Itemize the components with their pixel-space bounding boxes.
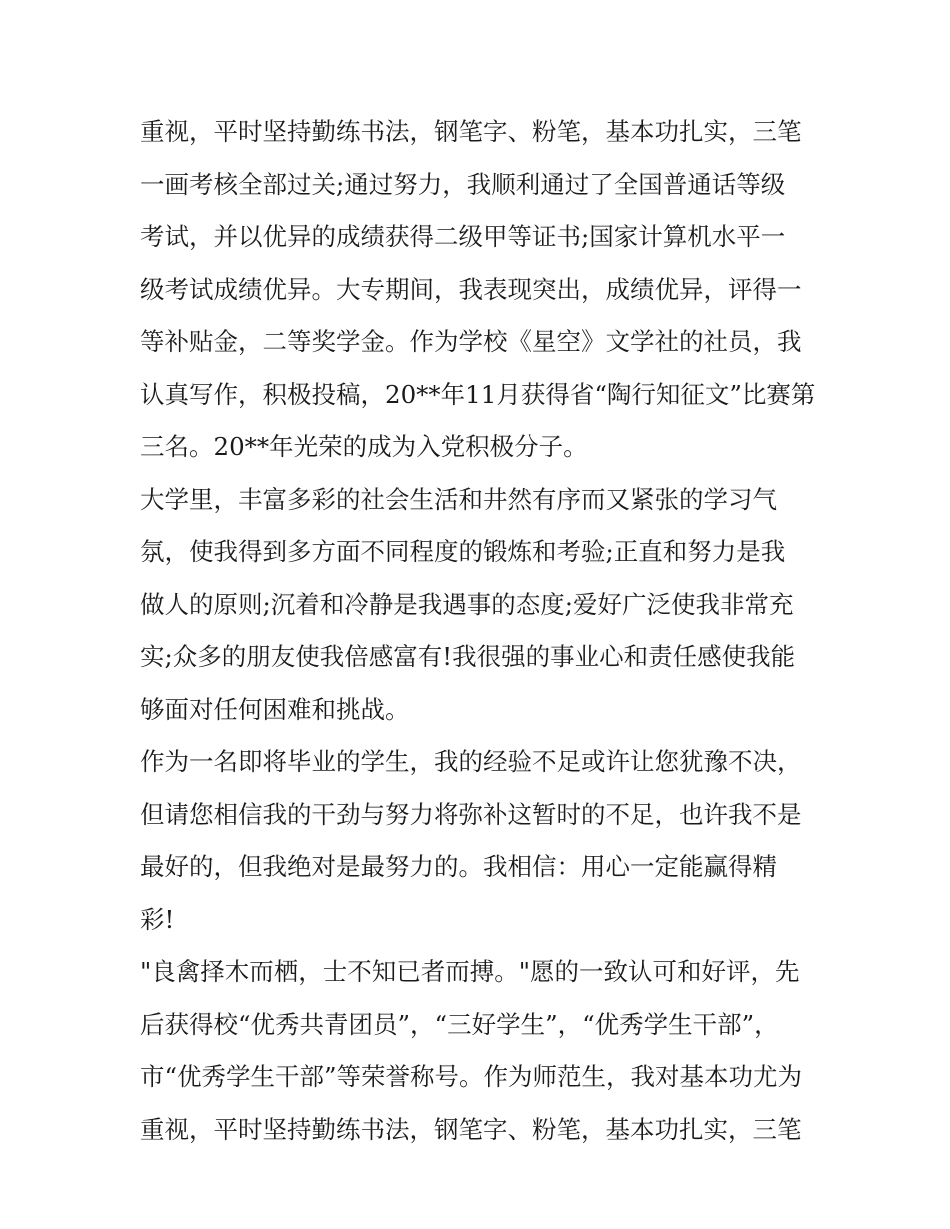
text-line: 但请您相信我的干劲与努力将弥补这暂时的不足，也许我不是 [140,799,802,829]
text-line: 做人的原则;沉着和冷静是我遇事的态度;爱好广泛使我非常充 [140,589,794,619]
text-line: 后获得校“优秀共青团员”，“三好学生”，“优秀学生干部”， [140,1009,779,1039]
text-line: 重视，平时坚持勤练书法，钢笔字、粉笔，基本功扎实，三笔 [140,117,802,146]
text-line: 氛，使我得到多方面不同程度的锻炼和考验;正直和努力是我 [140,537,786,566]
text-line: 最好的，但我绝对是最努力的。我相信：用心一定能赢得精 [140,852,777,881]
text-line: 认真写作，积极投稿，20**年11月获得省“陶行知征文”比赛第 [140,379,816,409]
text-line: 彩! [140,904,175,934]
text-line: 级考试成绩优异。大专期间，我表现突出，成绩优异，评得一 [140,274,802,304]
text-line: 实;众多的朋友使我倍感富有!我很强的事业心和责任感使我能 [140,642,796,671]
text-line: 市“优秀学生干部”等荣誉称号。作为师范生，我对基本功尤为 [140,1062,803,1091]
text-line: 等补贴金，二等奖学金。作为学校《星空》文学社的社员，我 [140,327,802,356]
text-line: 够面对任何困难和挑战。 [140,694,410,724]
document-body [140,106,820,1156]
text-line: 一画考核全部过关;通过努力，我顺利通过了全国普通话等级 [140,169,786,199]
text-line: 三名。20**年光荣的成为入党积极分子。 [140,432,588,461]
text-line: 作为一名即将毕业的学生，我的经验不足或许让您犹豫不决， [140,747,802,776]
text-line: 重视，平时坚持勤练书法，钢笔字、粉笔，基本功扎实，三笔 [140,1114,802,1144]
text-line: 考试，并以优异的成绩获得二级甲等证书;国家计算机水平一 [140,222,786,251]
text-line: 大学里，丰富多彩的社会生活和井然有序而又紧张的学习气 [140,484,777,514]
text-line: "良禽择木而栖，士不知已者而搏。"愿的一致认可和好评，先 [140,957,800,986]
